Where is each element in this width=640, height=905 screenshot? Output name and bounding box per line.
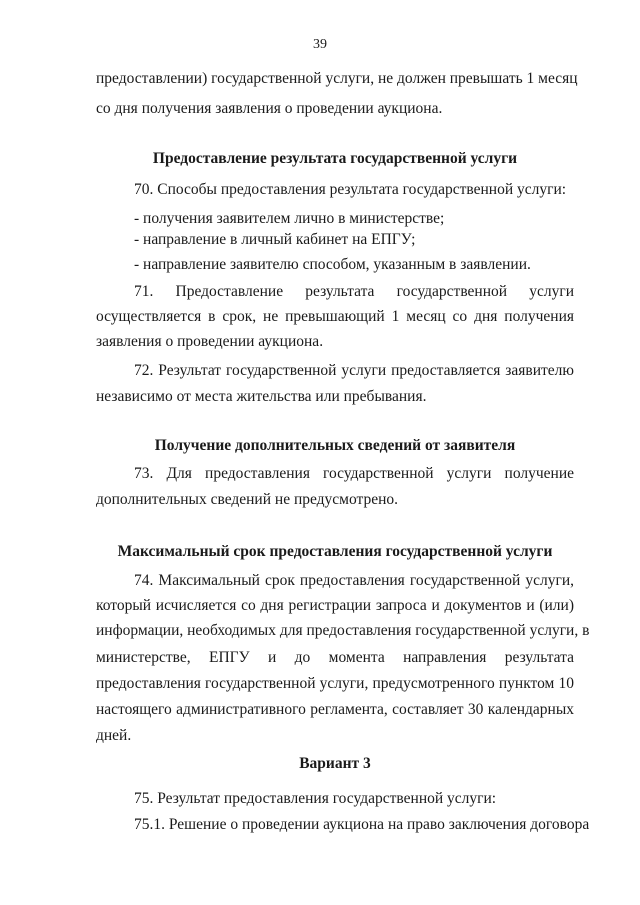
paragraph-line: со дня получения заявления о проведении аукциона. <box>96 100 443 117</box>
paragraph-line: настоящего административного регламента, составляет 30 календарных <box>96 701 574 718</box>
list-item: - получения заявителем лично в министерстве; <box>134 210 445 227</box>
paragraph-line: 70. Способы предоставления результата государственной услуги: <box>134 181 567 198</box>
list-item: - направление заявителю способом, указанным в заявлении. <box>134 256 531 273</box>
paragraph-line: заявления о проведении аукциона. <box>96 333 324 350</box>
paragraph-line: дополнительных сведений не предусмотрено. <box>96 491 399 508</box>
paragraph-line: 74. Максимальный срок предоставления государственной услуги, <box>134 572 574 589</box>
paragraph-line: предоставлении) государственной услуги, не должен превышать 1 месяц <box>96 70 578 87</box>
paragraph-line: предоставления государственной услуги, предусмотренного пунктом 10 <box>96 675 574 692</box>
list-item: - направление в личный кабинет на ЕПГУ; <box>134 231 416 248</box>
page-number: 39 <box>313 37 327 52</box>
section-heading: Вариант 3 <box>299 755 371 772</box>
paragraph-line: 75.1. Решение о проведении аукциона на право заключения договора <box>134 816 590 833</box>
paragraph-line: независимо от места жительства или пребывания. <box>96 388 427 405</box>
paragraph-line: осуществляется в срок, не превышающий 1 месяц со дня получения <box>96 308 574 325</box>
section-heading: Предоставление результата государственной услуги <box>152 150 518 167</box>
paragraph-line: 73. Для предоставления государственной услуги получение <box>134 465 574 482</box>
paragraph-line: министерстве, ЕПГУ и до момента направления результата <box>96 649 574 666</box>
paragraph-line: 72. Результат государственной услуги предоставляется заявителю <box>134 362 574 379</box>
paragraph-line: дней. <box>96 727 132 744</box>
paragraph-line: который исчисляется со дня регистрации запроса и документов и (или) <box>96 597 574 614</box>
section-heading: Максимальный срок предоставления государственной услуги <box>117 543 553 560</box>
paragraph-line: 75. Результат предоставления государственной услуги: <box>134 790 497 807</box>
section-heading: Получение дополнительных сведений от заявителя <box>154 437 516 454</box>
paragraph-line: информации, необходимых для предоставления государственной услуги, в <box>96 622 590 639</box>
paragraph-line: 71. Предоставление результата государственной услуги <box>134 283 574 300</box>
